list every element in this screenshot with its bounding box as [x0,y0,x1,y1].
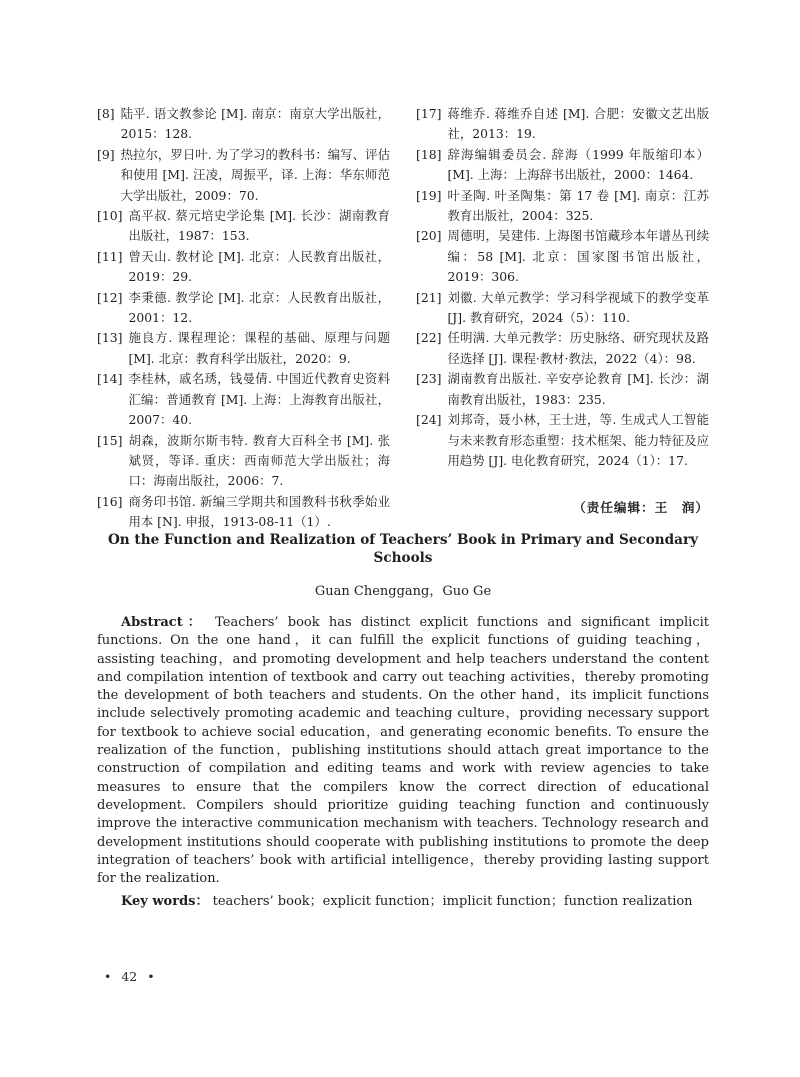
english-authors: Guan Chenggang，Guo Ge [314,584,492,599]
keywords-paragraph [97,893,709,911]
reference-text: 周德明，吴建伟. 上海图书馆藏珍本年谱丛刊续编：58 [M]. 北京：国家图书馆出版社，2019：306. [447,228,709,285]
reference-item [97,206,390,247]
references-column-right [416,104,709,533]
reference-number: [23] [416,371,442,387]
reference-item [416,369,709,410]
reference-text: 蒋维乔. 蒋维乔自述 [M]. 合肥：安徽文艺出版社，2013：19. [447,106,709,142]
reference-number: [17] [416,106,442,121]
responsible-editor-note: （责任编辑：王 润） [573,500,709,516]
reference-number: [20] [416,228,442,244]
reference-text: 曾天山. 教材论 [M]. 北京：人民教育出版社，2019：29. [128,248,390,285]
references-columns [97,104,709,533]
reference-text: 叶圣陶. 叶圣陶集：第 17 卷 [M]. 南京：江苏教育出版社，2004：325. [447,187,709,224]
reference-number: [15] [97,432,123,448]
reference-text: 施良方. 课程理论：课程的基础、原理与问题 [M]. 北京：教育科学出版社，2020：9. [128,330,390,366]
reference-item [97,145,390,206]
reference-number: [14] [97,371,123,387]
reference-text: 陆平. 语文教参论 [M]. 南京：南京大学出版社，2015：128. [120,106,390,142]
reference-item [416,410,709,471]
english-title: On the Function and Realization of Teachers’ Book in Primary and Secondary Schools [107,532,699,566]
references-column-left [97,104,390,533]
reference-item [416,226,709,287]
reference-number: [12] [97,289,123,305]
reference-item [97,431,390,492]
reference-text: 刘徽. 大单元教学：学习科学视域下的教学变革 [J]. 教育研究，2024（5）：110. [447,289,709,326]
reference-text: 湖南教育出版社. 辛安亭论教育 [M]. 长沙：湖南教育出版社，1983：235. [447,371,709,407]
reference-item [97,369,390,430]
references-section [97,104,709,533]
reference-item [97,492,390,533]
abstract-paragraph [97,614,709,888]
reference-item [97,104,390,145]
keywords-label: Key words： [121,894,209,910]
abstract-label: Abstract： [121,615,206,630]
reference-text: 李秉德. 教学论 [M]. 北京：人民教育出版社，2001：12. [128,289,390,326]
english-abstract-section [97,531,709,912]
reference-number: [22] [416,330,442,346]
reference-item [97,247,390,288]
reference-item [416,104,709,145]
reference-number: [8] [97,106,115,121]
reference-text: 李桂林，戚名琇，钱曼倩. 中国近代教育史资料汇编：普通教育 [M]. 上海：上海教育出版社，2007：40. [128,371,390,428]
reference-item [97,328,390,369]
reference-number: [9] [97,146,115,162]
reference-text: 刘邦奇，聂小林，王士进，等. 生成式人工智能与未来教育形态重塑：技术框架、能力特征及应用趋势 [J]. 电化教育研究，2024（1）：17. [447,412,709,468]
reference-text: 任明满. 大单元教学：历史脉络、研究现状及路径选择 [J]. 课程·教材·教法，2022（4）：98. [447,330,709,366]
reference-text: 胡森，波斯尔斯韦特. 教育大百科全书 [M]. 张斌贤，等译. 重庆：西南师范大学出版社；海口：海南出版社，2006：7. [128,432,390,489]
reference-number: [13] [97,330,123,346]
reference-text: 热拉尔，罗日叶. 为了学习的教科书：编写、评估和使用 [M]. 汪凌，周振平，译. 上海：华东师范大学出版社，2009：70. [120,146,390,203]
reference-item [416,288,709,329]
abstract-text: Teachers’ book has distinct explicit functions and significant implicit functions. On the one hand，it can fulfill the explicit functions of guiding teaching，assisting teaching，and promoting development and help teachers understand the content and compilation intention of textbook and carry out teaching activities，thereby promoting the development of both teachers and students. On the other hand，its implicit functions include selectively promoting academic and teaching culture，providing necessary support for textbook to achieve social education，and generating economic benefits. To ensure the realization of the function，publishing institutions should attach great importance to the construction of compilation and editing teams and work with review agencies to take measures to ensure that the compilers know the correct direction of educational development. Compilers should prioritize guiding teaching function and continuously improve the interactive communication mechanism with teachers. Technology research and development institutions should cooperate with publishing institutions to promote the deep integration of teachers’ book with artificial intelligence，thereby providing lasting support for the realization. [97,615,709,887]
reference-number: [19] [416,187,442,203]
page-number: • 42 • [104,969,155,984]
reference-item [416,328,709,369]
reference-number: [21] [416,289,442,305]
reference-item [416,186,709,227]
reference-text: 辞海编辑委员会. 辞海（1999 年版缩印本） [M]. 上海：上海辞书出版社，2000：1464. [447,146,709,183]
reference-text: 商务印书馆. 新编三学期共和国教科书秋季始业用本 [N]. 申报，1913-08-11（1）. [128,493,390,530]
reference-number: [16] [97,493,123,509]
reference-number: [11] [97,248,123,264]
reference-number: [24] [416,412,442,428]
reference-number: [10] [97,208,123,224]
reference-text: 高平叔. 蔡元培史学论集 [M]. 长沙：湖南教育出版社，1987：153. [128,208,390,244]
reference-number: [18] [416,146,442,162]
reference-item [416,145,709,186]
reference-item [97,288,390,329]
keywords-text: teachers’ book；explicit function；implicit function；function realization [212,894,693,910]
